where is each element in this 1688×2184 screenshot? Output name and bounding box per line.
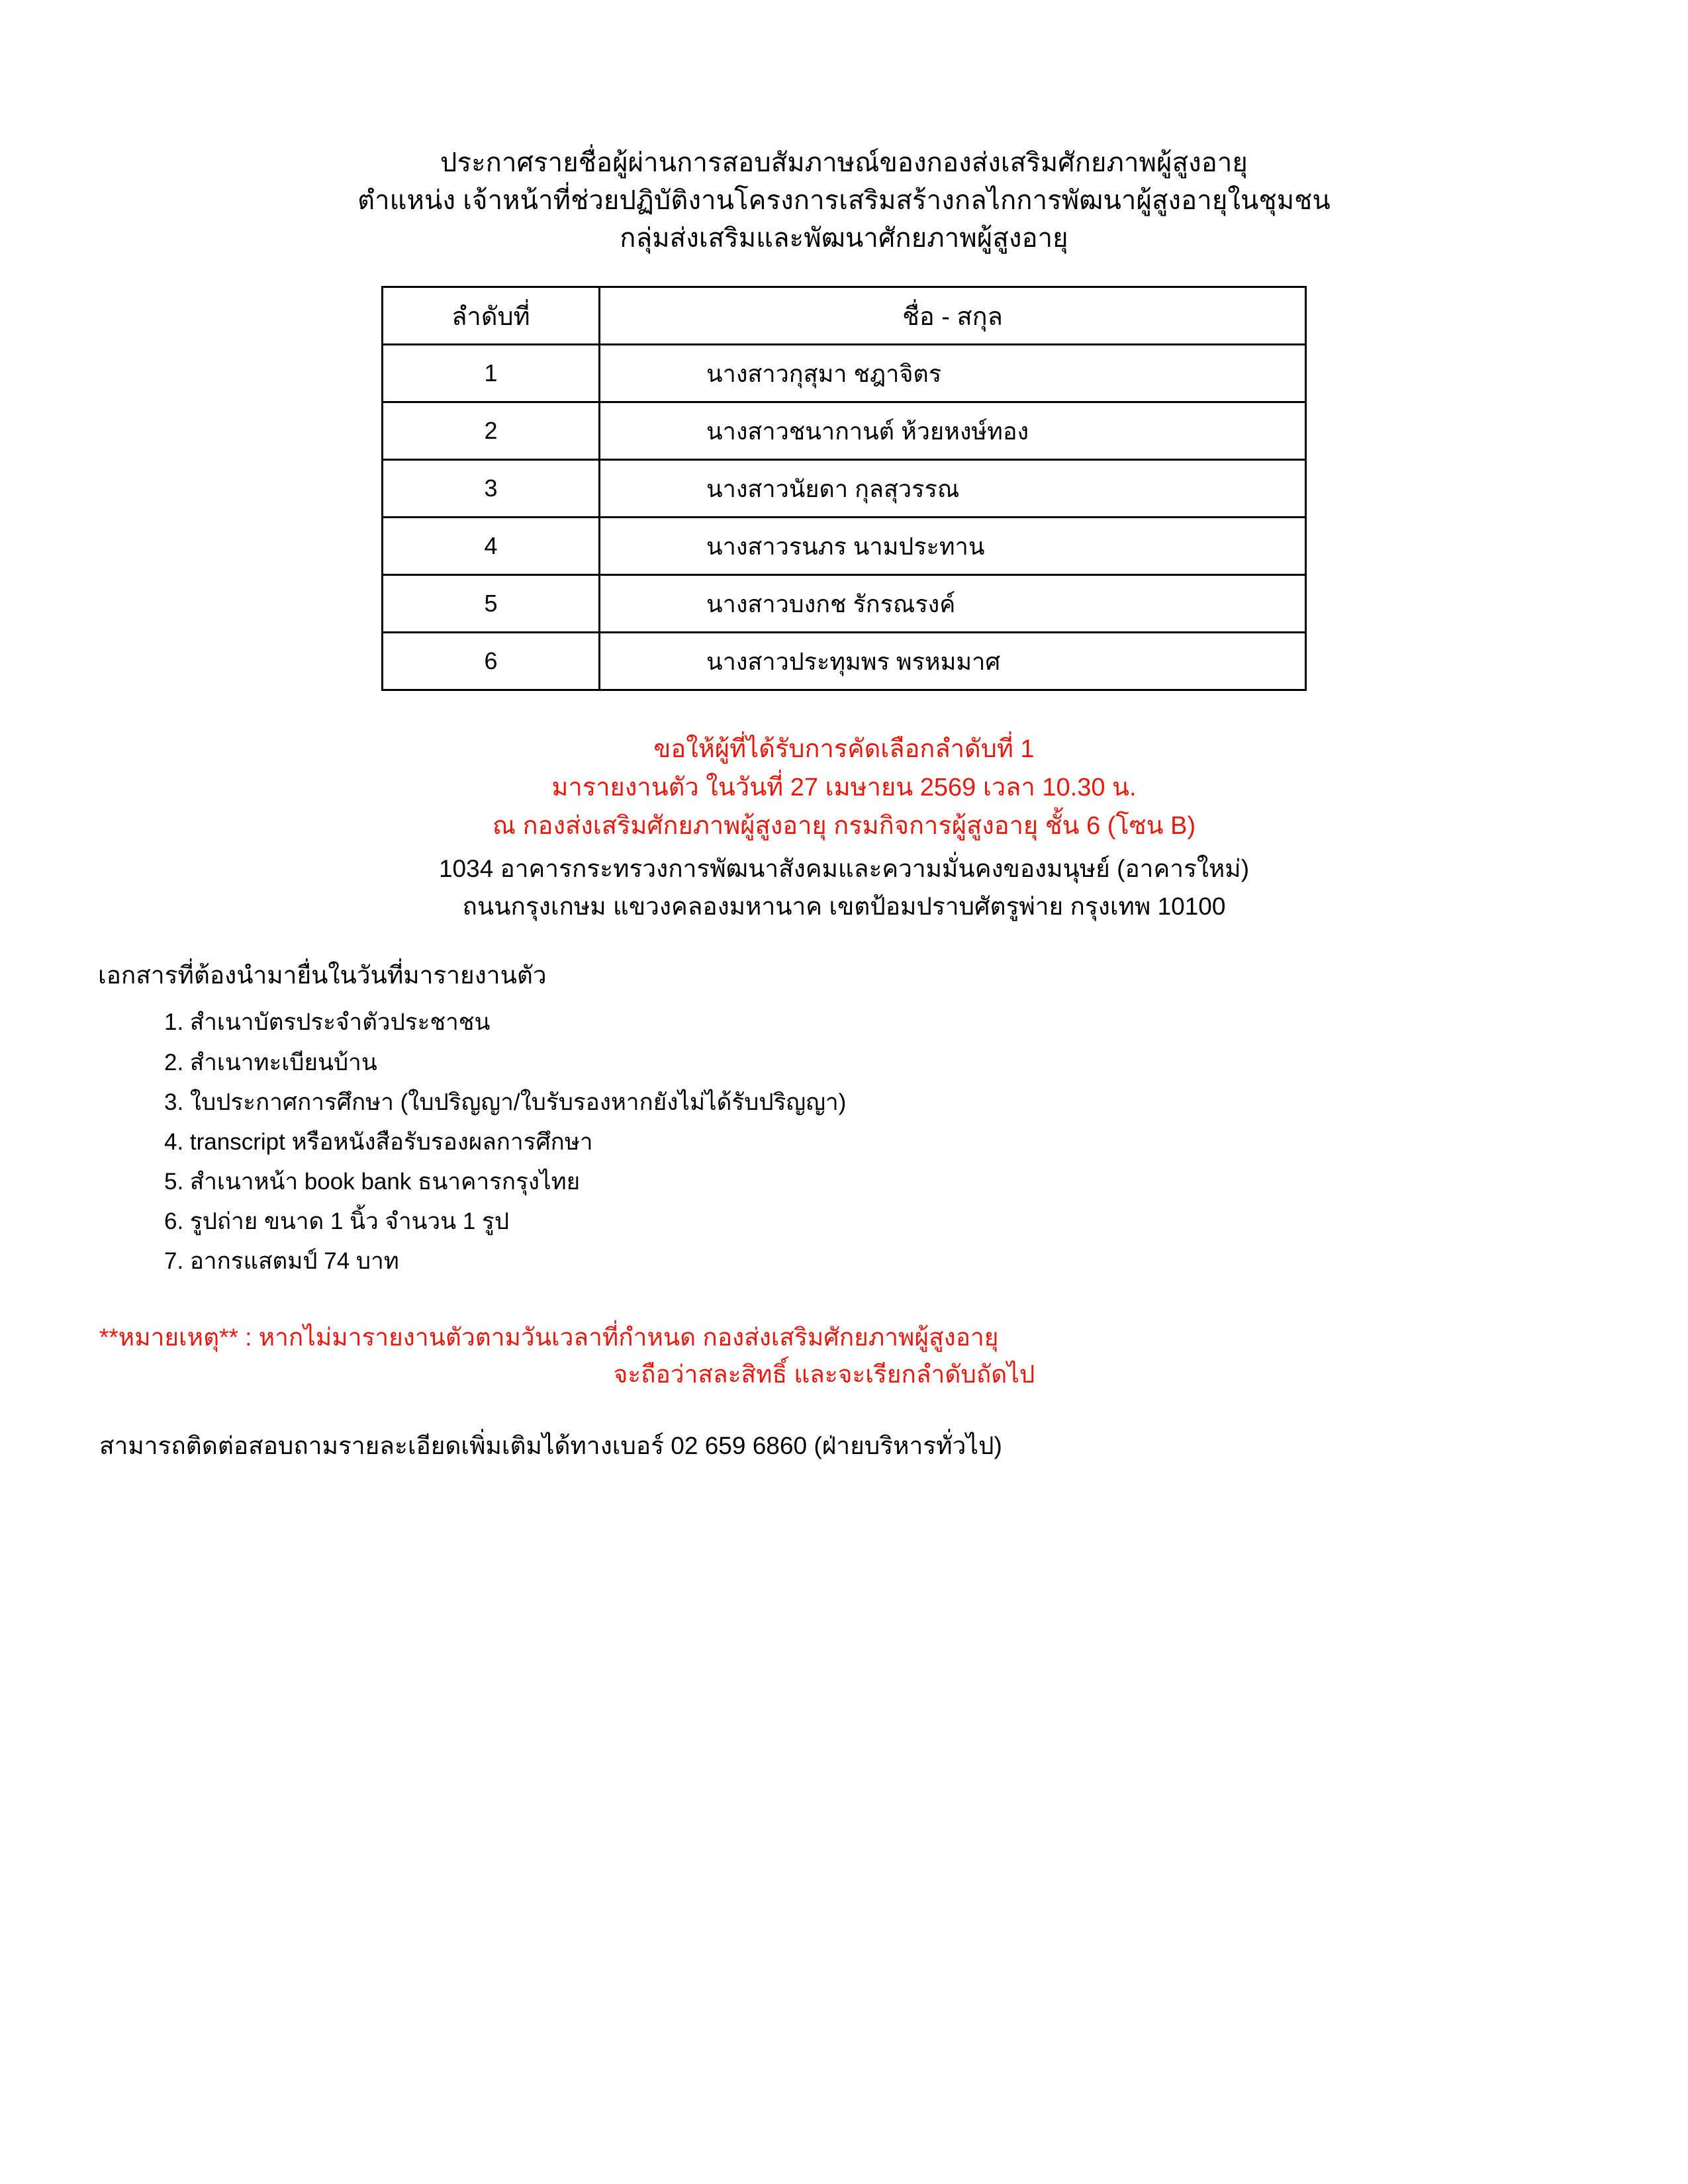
table-header-no: ลำดับที่ [383,287,600,345]
table-header-name: ชื่อ - สกุล [600,287,1306,345]
required-documents-heading: เอกสารที่ต้องนำมายื่นในวันที่มารายงานตัว [98,962,547,989]
list-item: 5. สำเนาหน้า book bank ธนาคารกรุงไทย [164,1169,581,1195]
table-row [383,345,1306,402]
row-no: 1 [383,345,600,402]
table-header-row [383,287,1306,345]
row-name: นางสาวชนากานต์ ห้วยหงษ์ทอง [600,402,1306,460]
list-item: 1. สำเนาบัตรประจำตัวประชาชน [164,1009,491,1036]
list-item: 3. ใบประกาศการศึกษา (ใบปริญญา/ใบรับรองหากยังไม่ได้รับปริญญา) [164,1089,847,1115]
table-body [383,345,1306,690]
candidates-table-container [0,286,1688,691]
row-name: นางสาวกุสุมา ชฎาจิตร [600,345,1306,402]
reporting-notice-red [0,731,1688,845]
row-no: 2 [383,402,600,460]
page-title-line-2: ตำแหน่ง เจ้าหน้าที่ช่วยปฏิบัติงานโครงการเสริมสร้างกลไกการพัฒนาผู้สูงอายุในชุมชน [357,185,1331,215]
table-row [383,575,1306,633]
table-row [383,402,1306,460]
list-item: 7. อากรแสตมป์ 74 บาท [164,1248,399,1275]
row-no: 6 [383,633,600,690]
address-line-1: 1034 อาคารกระทรวงการพัฒนาสังคมและความมั่นคงของมนุษย์ (อาคารใหม่) [438,854,1250,882]
footnote-line-1: **หมายเหตุ** : หากไม่มารายงานตัวตามวันเวลาที่กำหนด กองส่งเสริมศักยภาพผู้สูงอายุ [99,1323,999,1351]
contact-line: สามารถติดต่อสอบถามรายละเอียดเพิ่มเติมได้ทางเบอร์ 02 659 6860 (ฝ่ายบริหารทั่วไป) [99,1432,1002,1460]
row-name: นางสาวรนภร นามประทาน [600,518,1306,575]
table-row [383,518,1306,575]
notice-line-location: ณ กองส่งเสริมศักยภาพผู้สูงอายุ กรมกิจการผู้สูงอายุ ชั้น 6 (โซน B) [492,811,1196,840]
row-no: 5 [383,575,600,633]
row-name: นางสาวบงกช รักรณรงค์ [600,575,1306,633]
list-item: 4. transcript หรือหนังสือรับรองผลการศึกษา [164,1128,593,1155]
notice-line-report-datetime: มารายงานตัว ในวันที่ 27 เมษายน 2569 เวลา 10.30 น. [551,774,1137,802]
row-name: นางสาวนัยดา กุลสุวรรณ [600,460,1306,518]
row-no: 4 [383,518,600,575]
list-item: 6. รูปถ่าย ขนาด 1 นิ้ว จำนวน 1 รูป [164,1208,510,1235]
row-no: 3 [383,460,600,518]
table-head [383,287,1306,345]
notice-line-selected-rank: ขอให้ผู้ที่ได้รับการคัดเลือกลำดับที่ 1 [653,735,1035,764]
address-line-2: ถนนกรุงเกษม แขวงคลองมหานาค เขตป้อมปราบศัตรูพ่าย กรุงเทพ 10100 [462,892,1226,920]
page-title-line-1: ประกาศรายชื่อผู้ผ่านการสอบสัมภาษณ์ของกองส่งเสริมศักยภาพผู้สูงอายุ [440,148,1248,177]
footnote-line-2: จะถือว่าสละสิทธิ์ และจะเรียกลำดับถัดไป [613,1360,1035,1388]
required-documents-list [0,1003,1688,1281]
page-title-line-3: กลุ่มส่งเสริมและพัฒนาศักยภาพผู้สูงอายุ [620,223,1068,253]
address-block [0,850,1688,926]
candidates-table [381,286,1307,691]
footnote-red [0,1319,1688,1393]
list-item: 2. สำเนาทะเบียนบ้าน [164,1049,377,1075]
page-title-block [0,0,1688,257]
table-row [383,633,1306,690]
table-row [383,460,1306,518]
row-name: นางสาวประทุมพร พรหมมาศ [600,633,1306,690]
